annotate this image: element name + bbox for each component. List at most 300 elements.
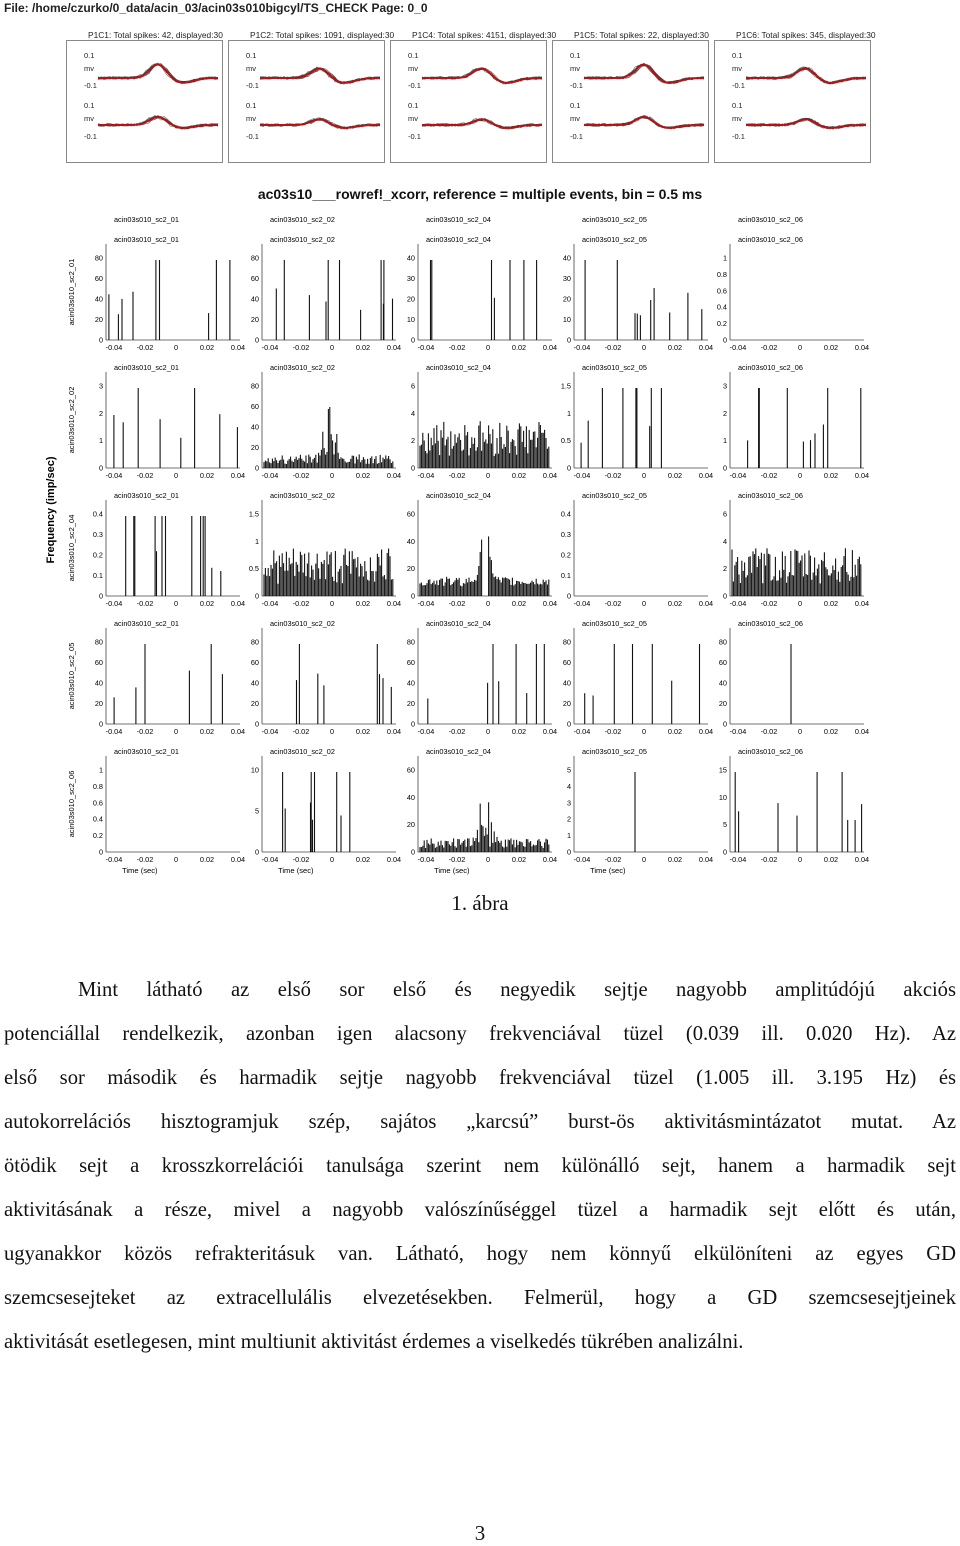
correlogram-panel [93, 747, 245, 875]
waveform-panel-title: P1C6: Total spikes: 345, displayed:30 [736, 30, 876, 40]
body-line: Mint látható az első sor első és negyedik sejtje nagyobb amplitúdójú akciós [78, 979, 956, 1001]
x-tick-label: -0.04 [729, 855, 747, 864]
x-tick-label: 0 [641, 343, 647, 352]
x-tick-label: 0 [173, 471, 179, 480]
x-tick-label: 0.02 [823, 855, 839, 864]
x-tick-label: 0.02 [823, 727, 839, 736]
y-tick-label: 10 [562, 315, 571, 324]
column-bottom-label: acin03s010_sc2_06 [738, 491, 803, 500]
y-tick-label: 80 [250, 637, 259, 647]
column-bottom-label: acin03s010_sc2_04 [426, 619, 491, 628]
y-tick-label: 1 [98, 765, 103, 775]
x-tick-label: -0.02 [136, 343, 154, 352]
waveform-axis-label: -0.1 [84, 132, 97, 141]
x-tick-label: 0 [173, 855, 179, 864]
body-paragraph [4, 968, 956, 1364]
x-tick-label: 0.04 [542, 343, 558, 352]
x-tick-label: -0.04 [729, 599, 747, 608]
y-tick-label: 15 [718, 765, 727, 775]
body-line: aktivitásának a része, mivel a nagyobb valószínűséggel tüzel a harmadik sejt előtt és után, [4, 1199, 956, 1221]
column-bottom-label: acin03s010_sc2_01 [114, 747, 179, 756]
waveform-panel-title: P1C4: Total spikes: 4151, displayed:30 [412, 30, 557, 40]
y-axis-label: Frequency (imp/sec) [45, 456, 57, 564]
y-tick-label: 40 [406, 792, 415, 802]
y-tick-label: 0.1 [560, 571, 571, 580]
y-tick-label: 1 [566, 831, 571, 841]
y-tick-label: 2 [98, 408, 103, 418]
correlogram-panel [567, 747, 713, 875]
x-tick-label: 0.02 [355, 343, 371, 352]
x-tick-label: 0 [329, 855, 335, 864]
column-bottom-label: acin03s010_sc2_05 [582, 491, 647, 500]
x-tick-label: 0.04 [854, 599, 870, 608]
correlogram-panel [407, 491, 557, 608]
x-tick-label: 0 [329, 471, 335, 480]
y-tick-label: 3 [98, 381, 103, 391]
y-tick-label: 0 [98, 591, 103, 601]
x-tick-label: 0.02 [511, 343, 527, 352]
waveform-panel [715, 30, 876, 163]
x-tick-label: -0.02 [604, 471, 622, 480]
y-tick-label: 0.2 [92, 831, 103, 841]
waveform-axis-label: mv [246, 64, 256, 73]
x-tick-label: 0.04 [386, 855, 402, 864]
correlogram-panel [99, 363, 245, 480]
x-tick-label: 0.02 [199, 471, 215, 480]
y-tick-label: 20 [406, 820, 415, 830]
x-tick-label: -0.04 [261, 855, 279, 864]
waveform-axis-label: mv [732, 64, 742, 73]
y-tick-label: 20 [94, 699, 103, 708]
x-tick-label: 0.02 [511, 855, 527, 864]
row-label: acin03s010_sc2_05 [67, 642, 76, 710]
y-tick-label: 40 [718, 678, 727, 688]
x-tick-label: 0.04 [542, 855, 558, 864]
y-tick-label: 0.8 [92, 781, 103, 791]
x-tick-label: -0.04 [261, 343, 279, 352]
x-tick-label: 0.02 [667, 343, 683, 352]
y-tick-label: 20 [562, 699, 571, 708]
y-tick-label: 2 [722, 408, 727, 418]
y-tick-label: 80 [562, 637, 571, 647]
waveform-axis-label: -0.1 [84, 81, 97, 90]
x-tick-label: 0 [485, 855, 491, 864]
y-tick-label: 0 [722, 463, 727, 473]
x-tick-label: 0 [485, 599, 491, 608]
x-tick-label: -0.02 [136, 471, 154, 480]
correlogram-panel [719, 747, 869, 864]
x-axis-label: Time (sec) [590, 866, 626, 875]
x-tick-label: -0.02 [604, 855, 622, 864]
body-line: aktivitását esetlegesen, mint multiunit aktivitást érdemes a viselkedés tükrében analizálni. [4, 1331, 744, 1353]
y-tick-label: 0.6 [92, 798, 103, 808]
y-tick-label: 30 [562, 274, 571, 283]
x-tick-label: -0.04 [261, 471, 279, 480]
y-tick-label: 60 [406, 765, 415, 775]
x-tick-label: 0 [329, 599, 335, 608]
x-tick-label: -0.04 [729, 727, 747, 736]
column-bottom-label: acin03s010_sc2_05 [582, 619, 647, 628]
waveform-axis-label: 0.1 [246, 51, 257, 60]
x-tick-label: -0.02 [448, 343, 466, 352]
waveform-panel-title: P1C5: Total spikes: 22, displayed:30 [574, 30, 709, 40]
waveform-axis-label: mv [408, 114, 418, 123]
y-tick-label: 0 [254, 847, 259, 857]
x-tick-label: 0 [329, 727, 335, 736]
y-tick-label: 6 [722, 509, 727, 519]
y-tick-label: 0 [254, 719, 259, 729]
correlogram-panel [717, 215, 869, 352]
x-tick-label: 0 [485, 471, 491, 480]
column-top-label: acin03s010_sc2_04 [426, 215, 491, 224]
y-tick-label: 0 [722, 719, 727, 729]
y-tick-label: 0.8 [716, 269, 727, 279]
x-axis-label: Time (sec) [122, 866, 158, 875]
waveform-axis-label: 0.1 [84, 51, 95, 60]
column-bottom-label: acin03s010_sc2_02 [270, 747, 335, 756]
x-tick-label: 0.02 [355, 855, 371, 864]
x-tick-label: -0.02 [136, 727, 154, 736]
x-tick-label: -0.02 [292, 471, 310, 480]
column-bottom-label: acin03s010_sc2_05 [582, 747, 647, 756]
waveform-axis-label: -0.1 [408, 132, 421, 141]
y-tick-label: 0 [98, 335, 103, 345]
y-tick-label: 0.1 [92, 571, 103, 580]
y-tick-label: 60 [250, 274, 259, 283]
y-tick-label: 1 [722, 436, 727, 446]
y-tick-label: 1.5 [560, 381, 571, 391]
x-tick-label: 0.02 [823, 599, 839, 608]
y-tick-label: 20 [406, 294, 415, 304]
column-bottom-label: acin03s010_sc2_01 [114, 363, 179, 372]
x-tick-label: -0.04 [105, 727, 123, 736]
x-tick-label: 0.02 [199, 599, 215, 608]
correlogram-panel [407, 619, 557, 736]
correlogram-panel [251, 619, 401, 736]
x-tick-label: 0.04 [854, 727, 870, 736]
waveform-axis-label: mv [246, 114, 256, 123]
x-tick-label: 0.04 [386, 471, 402, 480]
y-tick-label: 0 [566, 719, 571, 729]
x-tick-label: 0.04 [698, 343, 714, 352]
y-tick-label: 20 [250, 443, 259, 452]
y-tick-label: 1.5 [248, 509, 259, 519]
x-tick-label: -0.04 [261, 727, 279, 736]
x-tick-label: -0.02 [292, 599, 310, 608]
x-tick-label: 0.04 [698, 855, 714, 864]
body-line: potenciállal rendelkezik, azonban igen alacsony frekvenciával tüzel (0.039 ill. 0.020 Hz). Az [4, 1023, 956, 1045]
y-tick-label: 40 [406, 253, 415, 263]
y-tick-label: 20 [562, 294, 571, 304]
y-tick-label: 80 [406, 637, 415, 647]
y-tick-label: 0.3 [560, 530, 571, 539]
correlogram-panel [251, 215, 401, 352]
x-tick-label: 0.04 [698, 599, 714, 608]
waveform-axis-label: -0.1 [246, 132, 259, 141]
x-tick-label: -0.04 [573, 471, 591, 480]
correlogram-panel [249, 491, 401, 608]
y-tick-label: 60 [94, 658, 103, 667]
waveform-axis-label: -0.1 [732, 132, 745, 141]
page-number: 3 [474, 1521, 486, 1545]
x-tick-label: 0 [797, 727, 803, 736]
waveform-axis-label: 0.1 [408, 101, 419, 110]
y-tick-label: 0.4 [716, 302, 727, 312]
correlogram-panel [407, 747, 557, 875]
y-tick-label: 80 [250, 253, 259, 263]
x-axis-label: Time (sec) [278, 866, 314, 875]
y-tick-label: 0.4 [92, 814, 103, 824]
x-tick-label: 0.02 [355, 727, 371, 736]
y-tick-label: 0.2 [716, 319, 727, 329]
y-tick-label: 0 [566, 463, 571, 473]
x-tick-label: -0.02 [760, 855, 778, 864]
column-bottom-label: acin03s010_sc2_04 [426, 747, 491, 756]
x-tick-label: -0.04 [417, 727, 435, 736]
column-top-label: acin03s010_sc2_05 [582, 215, 647, 224]
x-tick-label: 0.04 [542, 599, 558, 608]
x-tick-label: -0.02 [292, 727, 310, 736]
correlogram-panel [95, 215, 245, 352]
y-tick-label: 6 [410, 381, 415, 391]
waveform-axis-label: 0.1 [408, 51, 419, 60]
y-tick-label: 0 [410, 591, 415, 601]
x-tick-label: -0.04 [417, 471, 435, 480]
y-tick-label: 4 [722, 536, 727, 546]
x-tick-label: 0.04 [854, 855, 870, 864]
x-tick-label: 0.02 [667, 855, 683, 864]
x-tick-label: 0.04 [230, 471, 246, 480]
figure-caption: 1. ábra [451, 891, 509, 915]
y-tick-label: 60 [250, 402, 259, 411]
x-tick-label: 0.04 [230, 727, 246, 736]
x-tick-label: -0.02 [292, 343, 310, 352]
correlogram-panel [251, 363, 401, 480]
waveform-axis-label: 0.1 [732, 51, 743, 60]
waveform-axis-label: -0.1 [246, 81, 259, 90]
row-label: acin03s010_sc2_06 [67, 770, 76, 838]
y-tick-label: 2 [722, 564, 727, 574]
x-tick-label: 0.04 [230, 343, 246, 352]
x-tick-label: 0 [797, 471, 803, 480]
column-top-label: acin03s010_sc2_01 [114, 215, 179, 224]
y-tick-label: 4 [566, 781, 571, 791]
x-tick-label: 0 [641, 599, 647, 608]
x-tick-label: -0.04 [417, 599, 435, 608]
y-tick-label: 40 [250, 294, 259, 304]
y-tick-label: 40 [562, 678, 571, 688]
y-tick-label: 80 [94, 253, 103, 263]
column-top-label: acin03s010_sc2_02 [270, 215, 335, 224]
x-tick-label: -0.04 [105, 599, 123, 608]
waveform-axis-label: mv [570, 64, 580, 73]
correlogram-panel [411, 363, 557, 480]
y-tick-label: 0 [722, 335, 727, 345]
y-tick-label: 0 [722, 591, 727, 601]
y-tick-label: 60 [406, 658, 415, 667]
y-tick-label: 40 [250, 422, 259, 432]
y-tick-label: 5 [254, 806, 259, 816]
x-tick-label: -0.04 [729, 471, 747, 480]
column-bottom-label: acin03s010_sc2_05 [582, 363, 647, 372]
y-tick-label: 0.4 [92, 509, 103, 519]
x-tick-label: -0.04 [729, 343, 747, 352]
correlogram-panel [723, 363, 869, 480]
y-tick-label: 0.3 [92, 530, 103, 539]
column-bottom-label: acin03s010_sc2_06 [738, 747, 803, 756]
y-tick-label: 0 [722, 847, 727, 857]
x-tick-label: -0.04 [573, 855, 591, 864]
x-tick-label: -0.02 [136, 599, 154, 608]
row-label: acin03s010_sc2_04 [67, 514, 76, 582]
waveform-axis-label: 0.1 [570, 101, 581, 110]
x-tick-label: 0 [641, 855, 647, 864]
y-tick-label: 0 [254, 463, 259, 473]
x-tick-label: -0.02 [604, 343, 622, 352]
y-tick-label: 0 [566, 591, 571, 601]
column-bottom-label: acin03s010_sc2_04 [426, 363, 491, 372]
x-tick-label: -0.02 [604, 727, 622, 736]
x-tick-label: 0.04 [698, 727, 714, 736]
x-tick-label: -0.02 [760, 471, 778, 480]
body-line: első sor második és harmadik sejtje nagyobb frekvenciával tüzel (1.005 ill. 3.195 Hz) és [4, 1067, 956, 1089]
x-tick-label: 0 [797, 343, 803, 352]
correlogram-panel [251, 747, 401, 875]
x-tick-label: 0.04 [854, 343, 870, 352]
row-label: acin03s010_sc2_01 [67, 258, 76, 326]
x-tick-label: -0.02 [448, 855, 466, 864]
correlogram-panel [93, 491, 245, 608]
x-tick-label: 0.02 [667, 471, 683, 480]
x-tick-label: 0.04 [854, 471, 870, 480]
correlogram-panel [563, 215, 713, 352]
y-tick-label: 60 [562, 658, 571, 667]
correlogram-panel [95, 619, 245, 736]
correlogram-panel [719, 619, 869, 736]
waveform-panel [67, 30, 224, 163]
waveform-axis-label: -0.1 [570, 132, 583, 141]
body-line: ötödik sejt a krosszkorrelációi tanulsága szerint nem különálló sejt, hanem a harmadik sejt [4, 1155, 956, 1177]
x-tick-label: 0.04 [542, 471, 558, 480]
y-tick-label: 0 [98, 847, 103, 857]
column-bottom-label: acin03s010_sc2_06 [738, 363, 803, 372]
x-tick-label: 0.04 [386, 343, 402, 352]
y-tick-label: 2 [410, 436, 415, 446]
xcorr-figure-title: ac03s10___rowref!_xcorr, reference = multiple events, bin = 0.5 ms [257, 186, 703, 202]
x-tick-label: 0 [173, 727, 179, 736]
x-tick-label: 0 [173, 343, 179, 352]
x-tick-label: 0 [329, 343, 335, 352]
column-bottom-label: acin03s010_sc2_04 [426, 491, 491, 500]
waveform-axis-label: 0.1 [246, 101, 257, 110]
y-tick-label: 20 [406, 564, 415, 574]
x-tick-label: -0.02 [448, 599, 466, 608]
x-tick-label: -0.02 [136, 855, 154, 864]
waveform-axis-label: mv [84, 114, 94, 123]
y-tick-label: 60 [718, 658, 727, 667]
y-tick-label: 0.5 [560, 436, 571, 446]
column-bottom-label: acin03s010_sc2_04 [426, 235, 491, 244]
column-bottom-label: acin03s010_sc2_02 [270, 619, 335, 628]
body-line: autokorrelációs hisztogramjuk szép, sajátos „karcsú” burst-ös aktivitásmintázatot mutat. Az [4, 1111, 956, 1133]
x-tick-label: 0.02 [511, 599, 527, 608]
y-tick-label: 20 [250, 315, 259, 324]
waveform-panel-title: P1C2: Total spikes: 1091, displayed:30 [250, 30, 395, 40]
x-tick-label: -0.04 [105, 471, 123, 480]
waveform-axis-label: mv [84, 64, 94, 73]
y-tick-label: 40 [406, 536, 415, 546]
x-tick-label: 0.04 [386, 599, 402, 608]
y-tick-label: 60 [94, 274, 103, 283]
y-tick-label: 0 [98, 719, 103, 729]
column-top-label: acin03s010_sc2_06 [738, 215, 803, 224]
column-bottom-label: acin03s010_sc2_06 [738, 619, 803, 628]
x-tick-label: 0.02 [667, 599, 683, 608]
x-tick-label: 0.02 [199, 855, 215, 864]
y-tick-label: 60 [406, 509, 415, 519]
y-tick-label: 0 [254, 591, 259, 601]
column-bottom-label: acin03s010_sc2_02 [270, 491, 335, 500]
x-tick-label: -0.04 [573, 727, 591, 736]
waveform-panel [229, 30, 395, 163]
x-tick-label: 0 [641, 471, 647, 480]
y-tick-label: 30 [406, 274, 415, 283]
column-bottom-label: acin03s010_sc2_06 [738, 235, 803, 244]
x-tick-label: 0.02 [823, 471, 839, 480]
x-tick-label: -0.02 [292, 855, 310, 864]
x-tick-label: 0.02 [511, 471, 527, 480]
y-tick-label: 10 [718, 792, 727, 802]
x-tick-label: 0.04 [386, 727, 402, 736]
y-tick-label: 4 [410, 408, 415, 418]
waveform-panels [66, 28, 874, 164]
x-tick-label: -0.04 [417, 343, 435, 352]
y-tick-label: 80 [94, 637, 103, 647]
x-tick-label: 0.02 [823, 343, 839, 352]
column-bottom-label: acin03s010_sc2_01 [114, 491, 179, 500]
x-tick-label: 0 [797, 599, 803, 608]
correlogram-panel [563, 619, 713, 736]
y-tick-label: 1 [98, 436, 103, 446]
column-bottom-label: acin03s010_sc2_05 [582, 235, 647, 244]
waveform-axis-label: 0.1 [84, 101, 95, 110]
y-tick-label: 2 [566, 814, 571, 824]
waveform-panel [391, 30, 557, 163]
waveform-axis-label: mv [732, 114, 742, 123]
x-tick-label: 0 [797, 855, 803, 864]
x-tick-label: 0.02 [355, 471, 371, 480]
y-tick-label: 0.2 [560, 550, 571, 560]
x-tick-label: 0.02 [667, 727, 683, 736]
y-tick-label: 0 [254, 335, 259, 345]
y-tick-label: 1 [254, 536, 259, 546]
waveform-axis-label: mv [408, 64, 418, 73]
y-tick-label: 0 [98, 463, 103, 473]
y-tick-label: 80 [718, 637, 727, 647]
correlogram-panel [561, 491, 713, 608]
y-tick-label: 0 [410, 719, 415, 729]
x-tick-label: -0.02 [760, 727, 778, 736]
x-tick-label: 0.04 [542, 727, 558, 736]
y-tick-label: 3 [722, 381, 727, 391]
x-tick-label: 0 [641, 727, 647, 736]
y-tick-label: 40 [406, 678, 415, 688]
x-tick-label: -0.02 [760, 599, 778, 608]
x-tick-label: 0.04 [698, 471, 714, 480]
crosscorrelogram-grid [44, 210, 870, 878]
correlogram-panel [723, 491, 869, 608]
y-tick-label: 0 [410, 463, 415, 473]
